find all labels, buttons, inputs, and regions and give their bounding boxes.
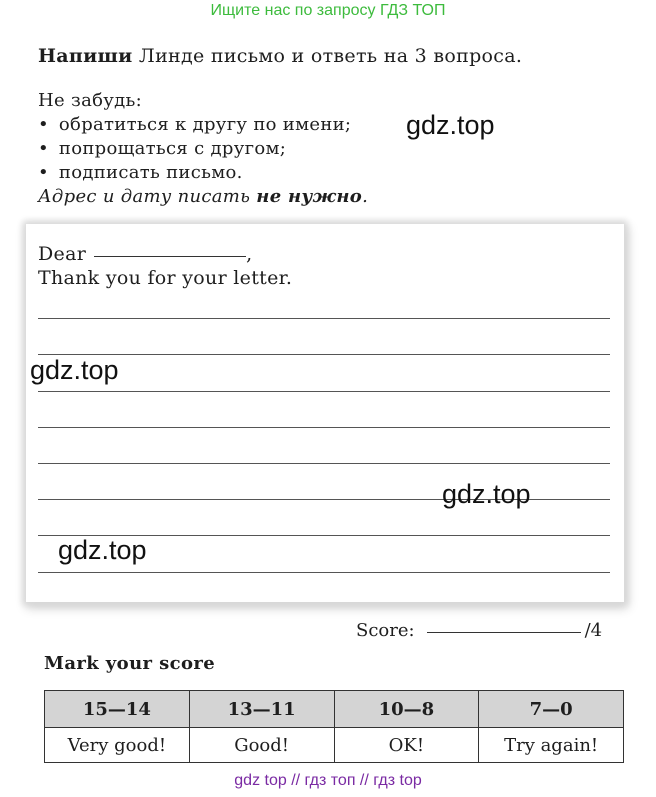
- reminder-block: [38, 89, 368, 209]
- address-note-start: Адрес и дату писать: [38, 186, 257, 207]
- writing-line[interactable]: [38, 427, 610, 428]
- score-field: [356, 620, 602, 641]
- task-text: Линде письмо и ответь на 3 вопроса.: [132, 45, 523, 67]
- score-range-cell: 13—11: [189, 691, 334, 728]
- score-rating-cell: OK!: [334, 728, 479, 763]
- score-blank[interactable]: [427, 632, 581, 633]
- greeting-word: Dear: [38, 243, 87, 265]
- watermark: gdz.top: [442, 479, 531, 509]
- letter-first-line: Thank you for your letter.: [38, 267, 293, 289]
- reminder-heading: Не забудь:: [38, 90, 142, 111]
- score-max: /4: [584, 620, 603, 641]
- reminder-item: • подписать письмо.: [38, 161, 368, 185]
- task-instruction: [38, 45, 522, 67]
- mark-your-score-title: Mark your score: [44, 653, 216, 674]
- writing-line[interactable]: [38, 463, 610, 464]
- watermark: gdz.top: [406, 110, 495, 140]
- writing-line[interactable]: [38, 391, 610, 392]
- score-range-cell: 7—0: [479, 691, 624, 728]
- reminder-item: • обратиться к другу по имени;: [38, 113, 368, 137]
- writing-line[interactable]: [38, 318, 610, 319]
- address-note: [38, 185, 368, 209]
- score-rating-cell: Good!: [189, 728, 334, 763]
- score-rating-cell: Try again!: [479, 728, 624, 763]
- address-note-bold: не нужно: [256, 186, 363, 207]
- writing-line[interactable]: [38, 354, 610, 355]
- watermark: gdz.top: [30, 355, 119, 385]
- score-table: [44, 690, 624, 763]
- score-rating-cell: Very good!: [45, 728, 190, 763]
- score-label: Score:: [356, 620, 415, 641]
- task-verb: Напиши: [38, 45, 133, 67]
- reminder-item: • попрощаться с другом;: [38, 137, 368, 161]
- score-range-cell: 15—14: [45, 691, 190, 728]
- score-range-row: [45, 691, 624, 728]
- top-banner: Ищите нас по запросу ГДЗ ТОП: [210, 2, 446, 19]
- address-note-end: .: [362, 186, 369, 207]
- name-blank[interactable]: [94, 256, 246, 257]
- score-range-cell: 10—8: [334, 691, 479, 728]
- watermark: gdz.top: [58, 535, 147, 565]
- writing-line[interactable]: [38, 572, 610, 573]
- letter-greeting: [38, 243, 252, 265]
- score-rating-row: [45, 728, 624, 763]
- bottom-banner: gdz top // гдз топ // гдз top: [234, 772, 422, 789]
- reminder-list: [38, 113, 368, 185]
- greeting-comma: ,: [246, 243, 253, 265]
